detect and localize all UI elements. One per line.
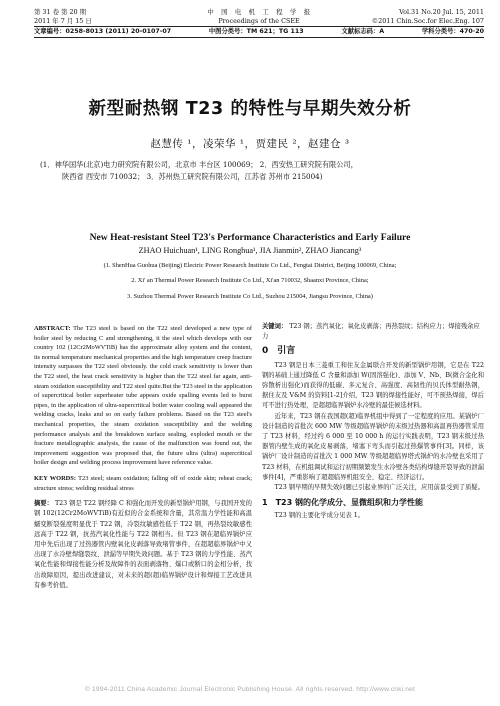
section-0-para-1: T23 钢是日本三菱重工和住友金属联合开发的新型锅炉用钢，它是在 T22 钢的基础上通过降低 C 含量和添加 W(固溶强化)、添加 V、Nb、B(微合金化和弥散析出强化)而获得的低碳、多元复合、高强度、高韧性的贝氏体型耐热钢，据住友及 V&M 的资料[1-2]介绍，T23 钢的焊接性能好，可不预热焊接，焊后可不进行热处理，是超超临界锅炉水冷壁的最佳候选材料。 xyxy=(262,361,484,410)
abstract-label: ABSTRACT: xyxy=(34,325,71,332)
section-0-para-3: T23 钢早期的早期失效问题已引起业界的广泛关注，应用前景受到了质疑。 xyxy=(274,484,485,492)
affiliation-en-line-2: 2. Xi' an Thermal Power Research Institute Co Ltd., Xi'an 710032, Shaanxi Province, China; xyxy=(131,277,369,284)
keywords-label: KEY WORDS: xyxy=(34,474,76,482)
header-rule xyxy=(34,26,484,27)
keywords-text: T23 steel; steam oxidation; falling off of oxide skin; reheat crack; structure stress; welding residual stress xyxy=(34,474,253,492)
section-0-heading: 0 引言 xyxy=(262,346,296,356)
section-0-para-2: 近年来，T23 钢在我国超(超)临界机组中得到了一定程度的应用。某锅炉厂设计制造的首批次 600 MW 等级超临界锅炉的末级过热器和高温再热器管采用了 T23 材料，经过约 6 000 至 10 000 h 的运行实践表明，T23 钢末级过热器管内壁生成的氧化皮易剥落，堵塞下弯头而引起过热爆管事件[3]。同样，该锅炉厂设计制造的首批次 1 000 MW 等级超超临界塔式锅炉的水冷壁也采用了 T23 材料，在机组调试和运行初期频繁发生水冷壁各类结构焊缝开裂导致的泄漏事件[4]，严重影响了超超临界机组安全、稳定、经济运行。 xyxy=(262,412,485,481)
title-chinese: 新型耐热钢 T23 的特性与早期失效分析 xyxy=(88,99,412,119)
header-volume-en xyxy=(372,8,484,25)
subject-code: 学科分类号：470·20 xyxy=(421,28,484,35)
article-number: 文章编号：0258-8013 (2011) 20-0107-07 xyxy=(34,28,172,35)
affiliation-cn-line-1: (1．神华国华(北京)电力研究院有限公司，北京市 丰台区 100069； 2．西安热工研究院有限公司， xyxy=(40,160,358,169)
section-1-body xyxy=(262,511,484,521)
abstract-cn-text: T23 钢是 T22 钢经降 C 和强化而开发的新型锅炉用钢，与我国开发的钢 102(12Cr2MoWVTiB)有近似的合金系统和含量，其常温力学性能和高温蠕变断裂强度明显优于 T22 钢，冷裂纹敏感性低于 T22 钢，再热裂纹敏感性远高于 T22 钢，抗蒸汽氧化性能与 T22 钢相当。但 T23 钢在超临界锅炉应用中先后出现了过热器管内壁氧化皮剥落导致堵管事件，在超超临界锅炉中又出现了水冷壁焊缝裂纹、泄漏等早期失效问题。基于 T23 钢的力学性能、蒸汽氧化性能和焊接性能分析及故障件的表面剥落物、爆口或断口的金相分析，找出故障原因，提出改进建议，对未来的超(超)临界锅炉设计和焊接工艺改进具有参考价值。 xyxy=(34,500,252,589)
authors-chinese: 赵慧传 ¹，凌荣华 ¹，贾建民 ²，赵建仓 ³ xyxy=(150,138,350,150)
header-copyright-page: ©2011 Chin.Soc.for Elec.Eng. 107 xyxy=(371,16,484,25)
right-column xyxy=(262,322,484,521)
abstract-cn-label: 摘要： xyxy=(34,500,53,508)
section-0-body xyxy=(262,361,484,494)
document-code: 文献标志码：A xyxy=(341,28,385,35)
header-journal-en: Proceedings of the CSEE xyxy=(218,16,300,25)
affiliation-en-line-1: (1. ShenHua Guohua (Beijing) Electric Power Research Institute Co Ltd., Fengtai District, Beijing 100069, China; xyxy=(103,262,397,269)
abstract-text: The T23 steel is based on the T22 steel developed a new type of boiler steel by reducing C and strengthening, it the steel which develops with our country 102 (12Cr2MoWVTiB) has the approximate alloy system and the content, its normal temperature mechanical properties and the high temperature creep fracture intensity surpasses the T22 steel obviously. the cold crack sensitivity is lower than the T22 steel, the heat crack sensitivity is higher than the T22 steel far again, anti-steam oxidation susceptibility and T22 steel quite.But the T23 steel in the application of supercritical boiler superheater tube appears oxide spalling events led to burst pipes, in the application of ultra-supercritical boiler water cooling wall appeared the welding cracks, leaks and so on early failure problems. Based on the T23 steel's mechanical properties, the steam oxidation susceptibility and the welding performance analysis and the breakdown surface sealing, exploded mouth or the fracture metallographic analysis, the cause of the malfunction was found out, the improvement suggestion was proposed that, the future ultra (ultra) supercritical boiler design and welding process improvement have reference value. xyxy=(34,325,252,467)
meta-rule xyxy=(34,37,484,38)
abstract-chinese xyxy=(34,499,252,591)
clc-number: 中图分类号：TM 621；TG 113 xyxy=(208,28,304,35)
section-1-para: T23 钢的主要化学成分见表 1。 xyxy=(274,511,365,519)
header-date: 2011 年 7 月 15 日 xyxy=(34,16,92,25)
keywords-chinese xyxy=(262,322,484,342)
header-volume: 第 31 卷 第 20 期 xyxy=(34,8,86,16)
keywords-english xyxy=(34,474,252,493)
keywords-cn-text: T23 钢；蒸汽氧化；氧化皮剥落；再热裂纹；结构应力；焊接残余应力 xyxy=(262,323,480,340)
section-1-heading: 1 T23 钢的化学成分、显微组织和力学性能 xyxy=(262,498,423,508)
left-column xyxy=(34,324,252,591)
header-vol-en: Vol.31 No.20 Jul. 15, 2011 xyxy=(399,8,484,16)
header-journal-cn: 中 国 电 机 工 程 学 报 xyxy=(207,8,311,16)
abstract-english xyxy=(34,324,252,468)
article-meta xyxy=(34,28,484,36)
authors-english: ZHAO Huichuan¹, LING Ronghua¹, JIA Jianmin², ZHAO Jiancang³ xyxy=(138,246,362,255)
keywords-cn-label: 关键词： xyxy=(262,323,288,330)
affiliation-cn-line-2: 陕西省 西安市 710032； 3．苏州热工研究院有限公司，江苏省 苏州市 215004) xyxy=(62,172,323,181)
copyright-footer: © 1994-2011 China Academic Journal Electronic Publishing House. All rights reserved. http://www.cnki.net xyxy=(84,686,416,693)
title-english: New Heat-resistant Steel T23's Performance Characteristics and Early Failure xyxy=(89,232,411,243)
affiliation-en-line-3: 3. Suzhou Thermal Power Research Institute Co Ltd., Suzhou 215004, Jiangsu Province, China) xyxy=(127,293,373,300)
